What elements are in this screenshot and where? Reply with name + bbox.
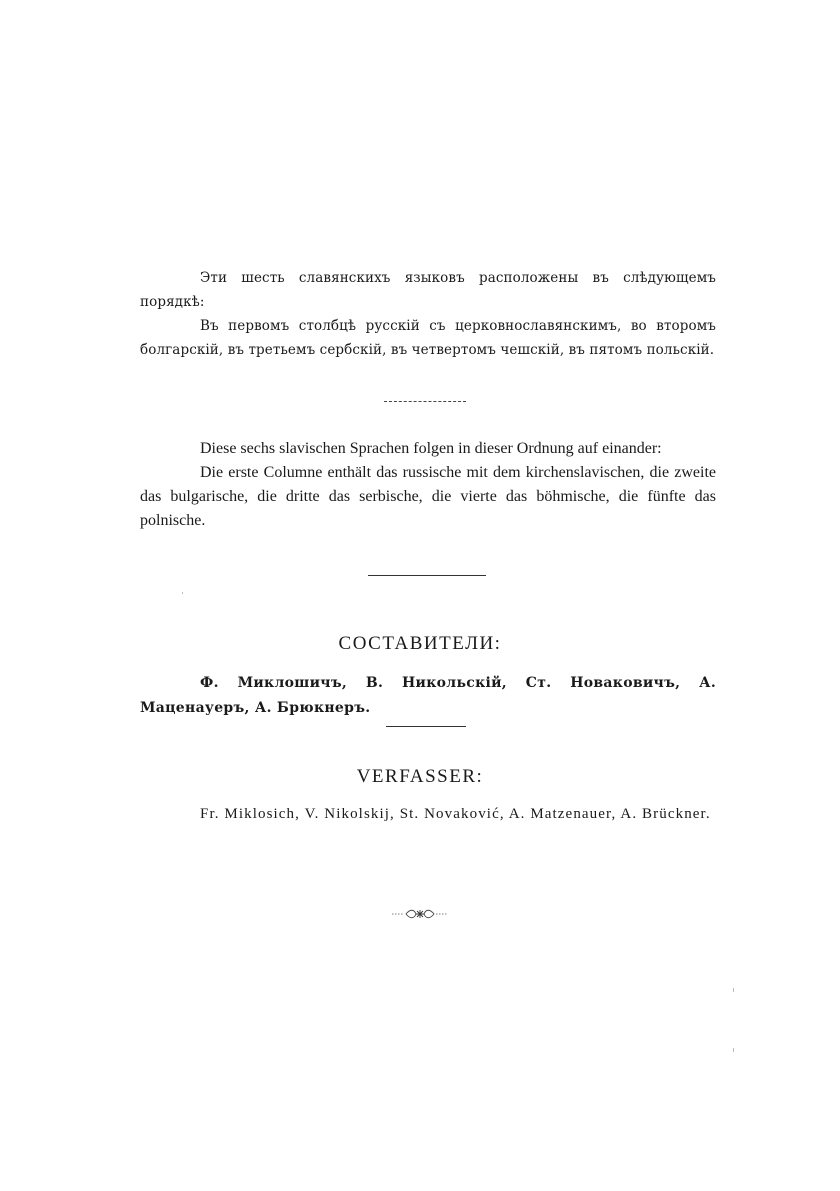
compilers-divider: [386, 726, 466, 727]
ornament-fleuron-icon: [390, 908, 450, 920]
german-section-divider: [368, 575, 486, 576]
russian-intro-paragraph-2: Въ первомъ столбцѣ русскій съ церковнославянскимъ, во второмъ болгарскій, въ третьемъ сербскій, въ четвертомъ чешскій, въ пятомъ польскій.: [140, 318, 716, 358]
russian-section-divider: [384, 401, 466, 402]
page-speck: [733, 988, 734, 992]
russian-intro-paragraph-1: Эти шесть славянскихъ языковъ расположены въ слѣдующемъ порядкѣ:: [140, 270, 716, 310]
german-intro-paragraph-2: Die erste Columne enthält das russische mit dem kirchenslavischen, die zweite das bulgarische, die dritte das serbische, die vierte das böhmische, die fünfte das polnische.: [140, 464, 716, 529]
compilers-heading-german: VERFASSER:: [356, 766, 484, 787]
page-speck: [182, 592, 183, 594]
compilers-names-russian: Ф. Миклошичъ, В. Никольскій, Ст. Новаковичъ, А. Маценауеръ, А. Брюкнеръ.: [140, 675, 716, 716]
compilers-names-german: Fr. Miklosich, V. Nikolskij, St. Novaković, A. Matzenauer, A. Brückner.: [200, 806, 711, 822]
russian-intro-section: [140, 266, 716, 362]
compilers-heading-russian: СОСТАВИТЕЛИ:: [338, 633, 502, 654]
german-intro-section: [140, 437, 716, 533]
page-speck: [733, 1048, 734, 1052]
german-intro-paragraph-1: Diese sechs slavischen Sprachen folgen in dieser Ordnung auf einander:: [200, 440, 662, 457]
